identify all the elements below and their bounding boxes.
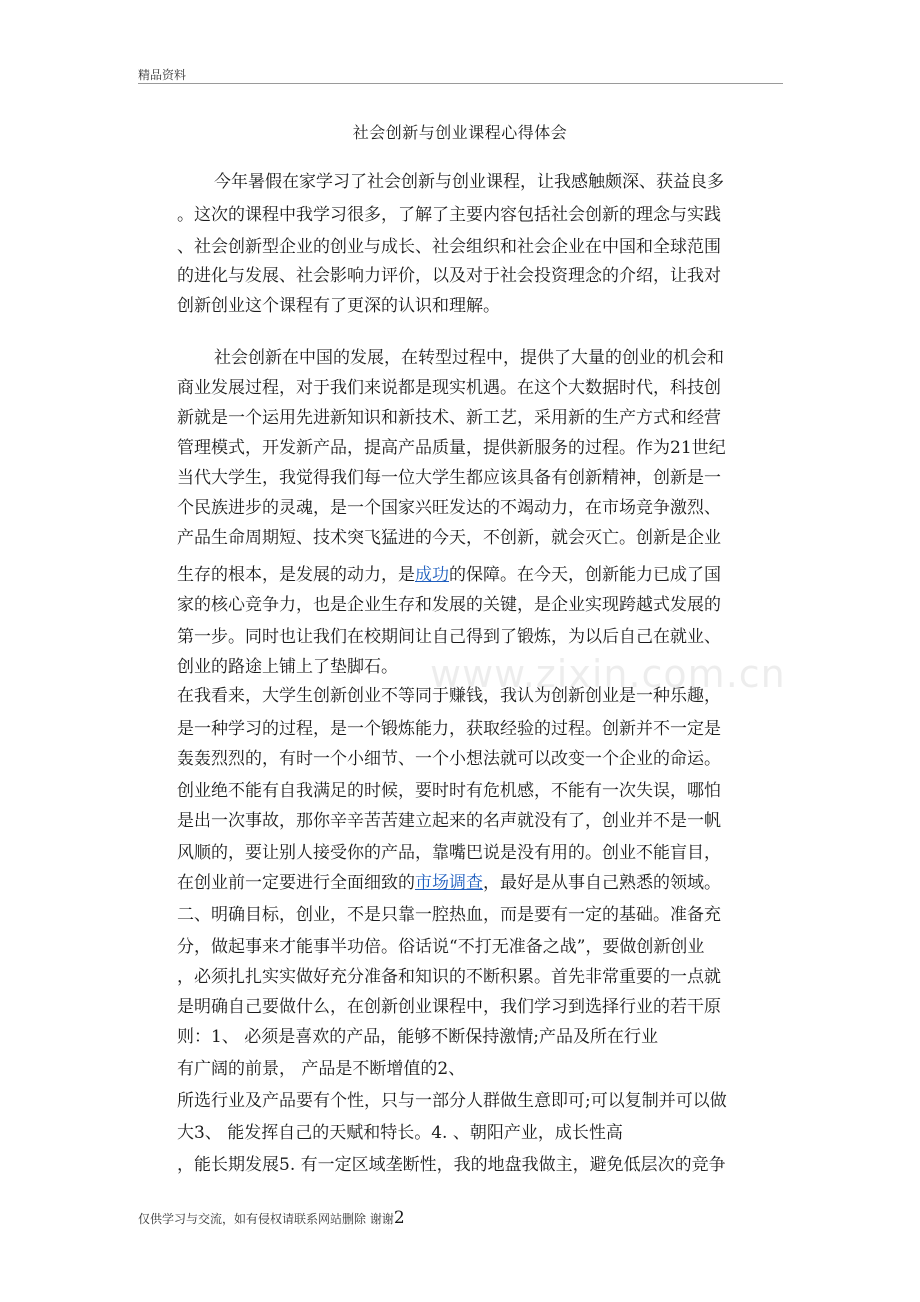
footer (138, 1208, 405, 1228)
paragraph-2-line: 家的核心竞争力，也是企业生存和发展的关键，是企业实现跨越式发展的 (177, 595, 721, 615)
paragraph-2-line: 产品生命周期短、技术突飞猛进的今天，不创新，就会灭亡。创新是企业 (177, 528, 721, 548)
paragraph-4-line: 有广阔的前景， 产品是不断增值的2、 (177, 1059, 466, 1079)
line-text: 生存的根本，是发展的动力，是 (177, 565, 415, 585)
header-label: 精品资料 (138, 68, 187, 82)
paragraph-4-line: 分，做起事来才能事半功倍。俗话说“不打无准备之战”，要做创新创业 (177, 937, 705, 957)
paragraph-3-line: 创业绝不能有自我满足的时候，要时时有危机感，不能有一次失误，哪怕 (177, 781, 721, 801)
paragraph-2-line (177, 564, 783, 586)
paragraph-4-line: 二、明确目标，创业，不是只靠一腔热血，而是要有一定的基础。准备充 (177, 905, 721, 925)
paragraph-4-line: 大3、 能发挥自己的天赋和特长。4. 、朝阳产业，成长性高 (177, 1123, 623, 1143)
paragraph-3-line: 是出一次事故，那你辛辛苦苦建立起来的名声就没有了，创业并不是一帆 (177, 811, 721, 831)
paragraph-3-line (177, 872, 783, 894)
paragraph-1-line: 今年暑假在家学习了社会创新与创业课程，让我感触颇深、获益良多 (214, 172, 724, 192)
paragraph-1-line: 、社会创新型企业的创业与成长、社会组织和社会企业在中国和全球范围 (177, 237, 721, 257)
paragraph-2-line: 管理模式，开发新产品，提高产品质量，提供新服务的过程。作为21世纪 (177, 438, 726, 458)
paragraph-3-line: 在我看来，大学生创新创业不等同于赚钱，我认为创新创业是一种乐趣， (177, 686, 721, 706)
paragraph-4-line: 是明确自己要做什么，在创新创业课程中，我们学习到选择行业的若干原 (177, 997, 721, 1017)
paragraph-4-line: 所选行业及产品要有个性，只与一部分人群做生意即可;可以复制并可以做 (177, 1091, 727, 1111)
paragraph-4-line: ，必须扎扎实实做好充分准备和知识的不断积累。首先非常重要的一点就 (177, 967, 721, 987)
paragraph-4-line: 则：1、 必须是喜欢的产品，能够不断保持激情;产品及所在行业 (177, 1027, 658, 1047)
success-link[interactable]: 成功 (415, 565, 449, 585)
paragraph-2-line: 个民族进步的灵魂，是一个国家兴旺发达的不竭动力，在市场竞争激烈、 (177, 498, 721, 518)
paragraph-3-line: 风顺的，要让别人接受你的产品，靠嘴巴说是没有用的。创业不能盲目， (177, 843, 721, 863)
watermark: www.zixin.com.cn (430, 652, 786, 696)
line-text: 在创业前一定要进行全面细致的 (177, 873, 415, 893)
paragraph-4-line: ，能长期发展5. 有一定区域垄断性，我的地盘我做主，避免低层次的竞争 (177, 1155, 726, 1175)
market-research-link[interactable]: 市场调查 (415, 873, 483, 893)
paragraph-2-line: 商业发展过程，对于我们来说都是现实机遇。在这个大数据时代，科技创 (177, 378, 721, 398)
paragraph-3-line: 是一种学习的过程，是一个锻炼能力，获取经验的过程。创新并不一定是 (177, 719, 721, 739)
header-divider (138, 83, 783, 84)
paragraph-2-line: 新就是一个运用先进新知识和新技术、新工艺，采用新的生产方式和经营 (177, 408, 721, 428)
line-text: ，最好是从事自己熟悉的领域。 (483, 873, 721, 893)
paragraph-1-line: 的进化与发展、社会影响力评价，以及对于社会投资理念的介绍，让我对 (177, 266, 721, 286)
paragraph-1-line: 创新创业这个课程有了更深的认识和理解。 (177, 296, 500, 316)
paragraph-2-line: 社会创新在中国的发展，在转型过程中，提供了大量的创业的机会和 (214, 348, 724, 368)
footer-text: 仅供学习与交流，如有侵权请联系网站删除 谢谢 (138, 1212, 394, 1226)
paragraph-2-line: 第一步。同时也让我们在校期间让自己得到了锻炼，为以后自己在就业、 (177, 627, 721, 647)
line-text: 的保障。在今天，创新能力已成了国 (449, 565, 721, 585)
paragraph-1-line: 。这次的课程中我学习很多，了解了主要内容包括社会创新的理念与实践 (177, 205, 721, 225)
page-number: 2 (393, 1208, 405, 1228)
document-title: 社会创新与创业课程心得体会 (352, 123, 568, 142)
paragraph-2-line: 创业的路途上铺上了垫脚石。 (177, 657, 398, 677)
paragraph-2-line: 当代大学生，我觉得我们每一位大学生都应该具备有创新精神，创新是一 (177, 468, 721, 488)
paragraph-3-line: 轰轰烈烈的，有时一个小细节、一个小想法就可以改变一个企业的命运。 (177, 749, 721, 769)
